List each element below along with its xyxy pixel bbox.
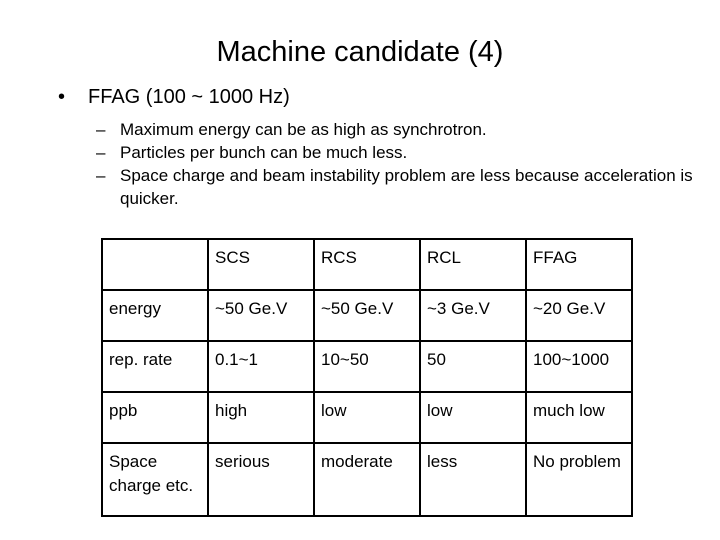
sub-bullet [96,118,696,141]
sub-bullet [96,141,696,164]
table-header-cell: FFAG [526,239,632,290]
sub-bullet-marker: – [96,166,106,185]
table-cell: much low [526,392,632,443]
sub-bullet-text: Particles per bunch can be much less. [120,143,408,162]
slide-title: Machine candidate (4) [216,36,504,68]
sub-bullet-list [96,118,696,210]
table-header-cell: RCL [420,239,526,290]
table-cell: high [208,392,314,443]
table-cell: 0.1~1 [208,341,314,392]
table-cell: less [420,443,526,516]
table-header-cell: SCS [208,239,314,290]
row-label-cell: energy [102,290,208,341]
row-label-cell: Space charge etc. [102,443,208,516]
table-cell: 50 [420,341,526,392]
comparison-table [101,238,633,517]
sub-bullet [96,164,696,210]
sub-bullet-marker: – [96,143,106,162]
table-cell: low [314,392,420,443]
table-cell: ~3 Ge.V [420,290,526,341]
sub-bullet-text: Space charge and beam instability problem are less because acceleration is quicker. [120,166,693,208]
table-row [102,341,632,392]
table-cell: ~50 Ge.V [208,290,314,341]
row-label-cell: ppb [102,392,208,443]
bullet-text: FFAG (100 ~ 1000 Hz) [88,86,290,108]
main-bullet [58,83,290,111]
row-label-cell: rep. rate [102,341,208,392]
table-cell: low [420,392,526,443]
table-cell: moderate [314,443,420,516]
table-row [102,290,632,341]
table-row [102,443,632,516]
table-cell: 100~1000 [526,341,632,392]
table-cell: serious [208,443,314,516]
table-cell: ~50 Ge.V [314,290,420,341]
bullet-marker: • [58,86,66,108]
table-row [102,392,632,443]
table-cell: No problem [526,443,632,516]
table-cell: 10~50 [314,341,420,392]
sub-bullet-marker: – [96,120,106,139]
table-cell: ~20 Ge.V [526,290,632,341]
sub-bullet-text: Maximum energy can be as high as synchrotron. [120,120,487,139]
table-header-cell [102,239,208,290]
table-header-row [102,239,632,290]
table-header-cell: RCS [314,239,420,290]
